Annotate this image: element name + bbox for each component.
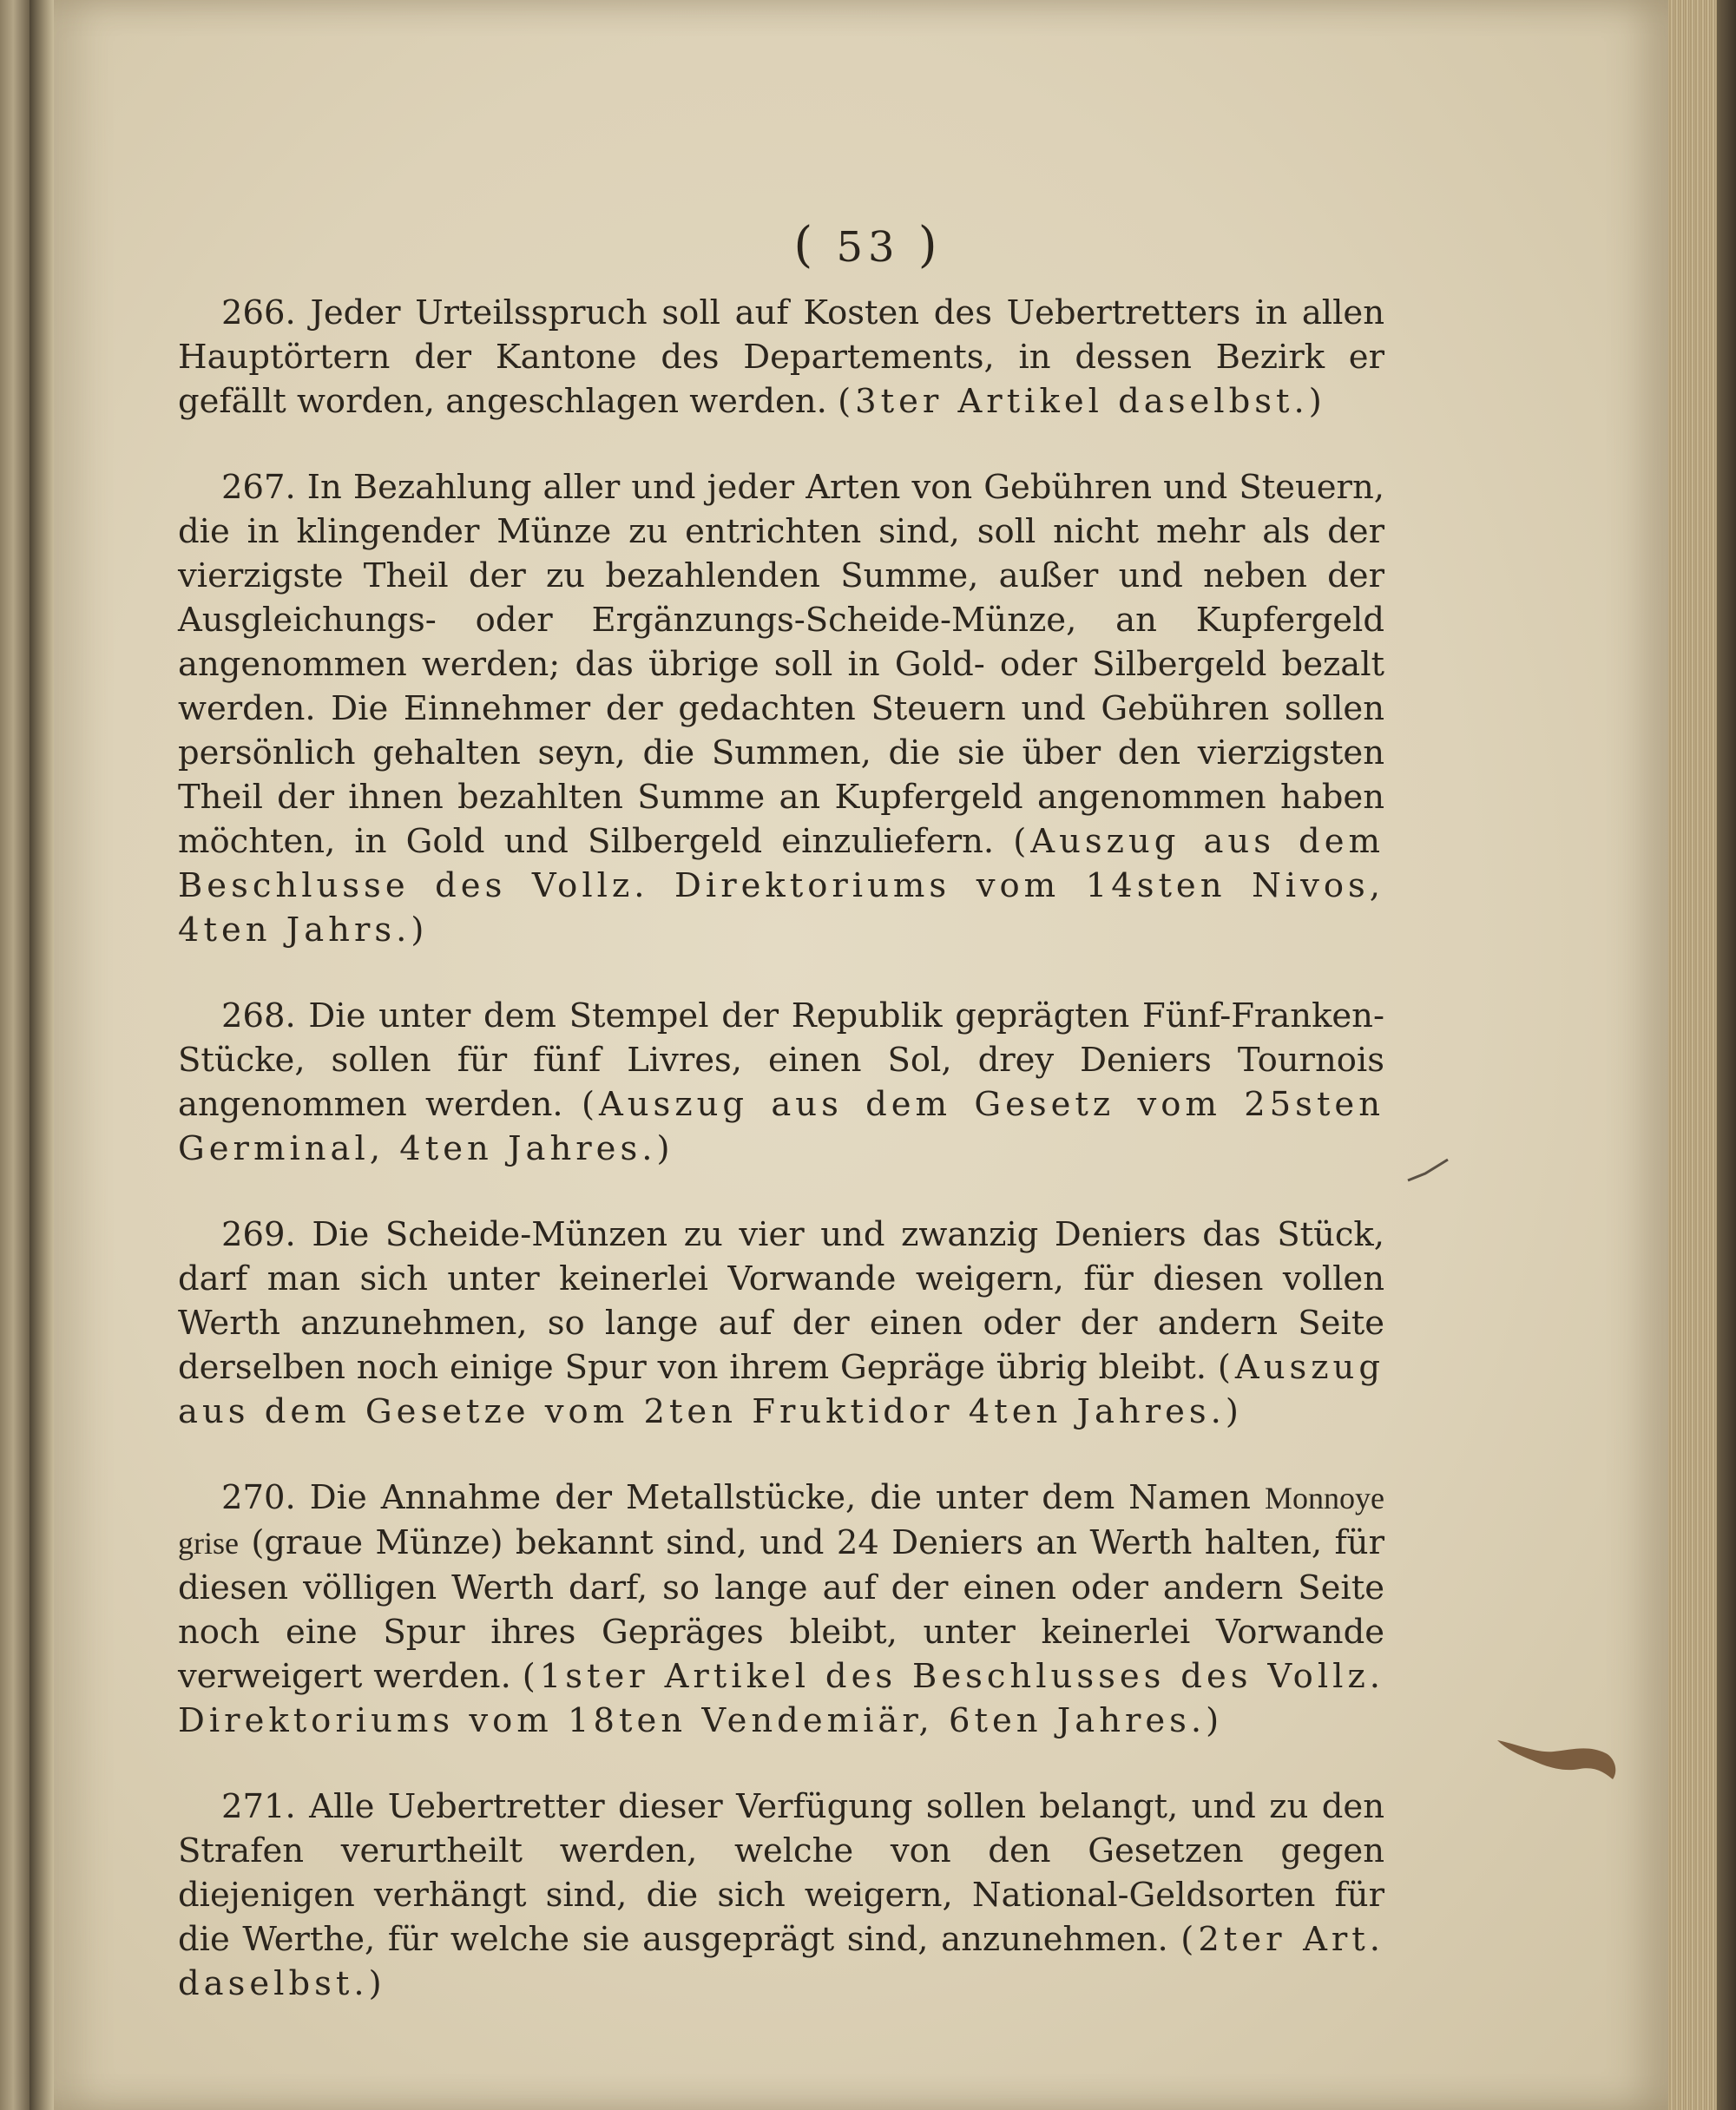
paragraph-citation: (Auszug aus dem Gesetz vom 25sten Germinal, 4ten Jahres.) [178,1085,1384,1168]
paragraph-267 [178,465,1384,952]
page-body [178,291,1384,2048]
paragraph-citation: (2ter Art. daselbst.) [178,1920,1384,2003]
paragraph-text: In Bezahlung aller und jeder Arten von Gebühren und Steuern, die in klingender Münze zu entrichten sind, soll nicht mehr als der vierzigste Theil der zu bezahlenden Summe, außer und neben der Ausgleichungs- oder Ergänzungs-Scheide-Münze, an Kupfergeld angenommen werden; das übrige soll in Gold- oder Silbergeld bezalt werden. Die Einnehmer der gedachten Steuern und Gebühren sollen persönlich gehalten seyn, die Summen, die sie über den vierzigsten Theil der ihnen bezahlten Summe an Kupfergeld angenommen haben möchten, in Gold und Silbergeld einzuliefern. [178,468,1384,861]
paragraph-text: Die unter dem Stempel der Republik geprägten Fünf-Franken-Stücke, sollen für fünf Livres, einen Sol, drey Deniers Tournois angenommen werden. [178,996,1384,1124]
paragraph-citation: (3ter Artikel daselbst.) [838,382,1326,421]
paragraph-text: Alle Uebertretter dieser Verfügung sollen belangt, und zu den Strafen verurtheilt werden, welche von den Gesetzen gegen diejenigen verhängt sind, die sich weigern, National-Geldsorten für die Werthe, für welche sie ausgeprägt sind, anzunehmen. [178,1787,1384,1959]
paragraph-number: 270. [221,1478,296,1517]
book-gutter [30,0,54,2110]
paragraph-citation: (Auszug aus dem Beschlusse des Vollz. Direktoriums vom 14sten Nivos, 4ten Jahrs.) [178,822,1384,950]
page-number-paren-open: ( [793,217,819,273]
paragraph-268 [178,994,1384,1171]
ink-stain-mark [1493,1727,1623,1788]
paragraph-text: Die Scheide-Münzen zu vier und zwanzig Deniers das Stück, darf man sich unter keinerlei Vorwande weigern, für diesen vollen Werth anzunehmen, so lange auf der einen oder der andern Seite derselben noch einige Spur von ihrem Gepräge übrig bleibt. [178,1215,1384,1387]
paragraph-269 [178,1213,1384,1434]
paragraph-text: Die Annahme der Metallstücke, die unter dem Namen [309,1478,1251,1517]
paragraph-citation: (1ster Artikel des Beschlusses des Vollz. Direktoriums vom 18ten Vendemiär, 6ten Jahres.) [178,1657,1385,1740]
paragraph-number: 268. [221,996,296,1035]
paragraph-271 [178,1785,1384,2006]
paragraph-citation: (Auszug aus dem Gesetze vom 2ten Fruktidor 4ten Jahres.) [178,1348,1384,1431]
paragraph-270 [178,1476,1384,1743]
page-number: 53 [836,223,900,272]
page-stack-edge [1668,0,1736,2110]
paragraph-text: Jeder Urteilsspruch soll auf Kosten des Uebertretters in allen Hauptörtern der Kantone des Departements, in dessen Bezirk er gefällt worden, angeschlagen werden. [178,293,1384,421]
paragraph-number: 266. [221,293,296,332]
paragraph-266 [178,291,1384,424]
previous-page-edge [0,0,30,2110]
page-header [0,217,1736,273]
paragraph-text-continued: (graue Münze) bekannt sind, und 24 Deniers an Werth halten, für diesen völligen Werth darf, so lange auf der einen oder andern Seite noch eine Spur ihres Gepräges bleibt, unter keinerlei Vorwande verweigert werden. [178,1523,1384,1696]
pencil-tick-mark [1406,1154,1450,1189]
paragraph-number: 269. [221,1215,296,1254]
paragraph-number: 271. [221,1787,296,1826]
paragraph-number: 267. [221,468,296,507]
page-number-paren-close: ) [917,217,943,273]
paragraph-antiqua-term: Monnoye grise [178,1481,1384,1561]
